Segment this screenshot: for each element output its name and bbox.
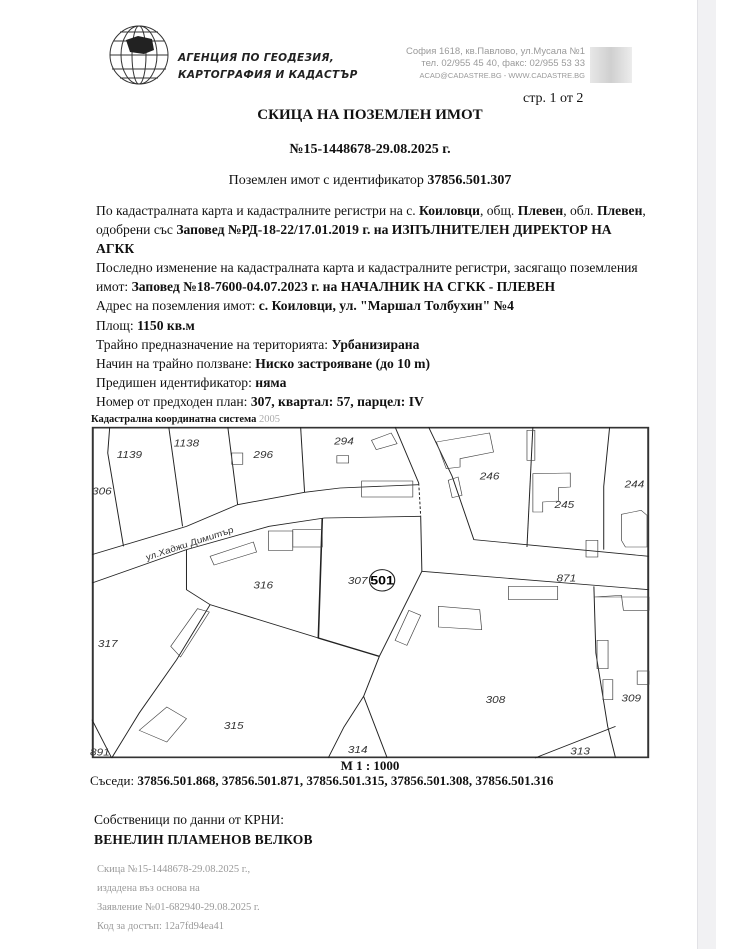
parcel-label: 871: [556, 573, 577, 585]
coordinate-system: Кадастрална координатна система 2005: [91, 414, 280, 425]
footer-sketch-number: Скица №15-1448678-29.08.2025 г.,: [97, 864, 251, 875]
agency-name: [178, 50, 358, 84]
parcel-label: 314: [347, 744, 368, 756]
parcel-label: 306: [91, 486, 112, 498]
cadastral-map-paragraph: По кадастралната карта и кадастралните регистри на с. Коиловци, общ. Плевен, обл. Плевен, одобрени със Заповед №РД-18-22/17.01.2019 г. на ИЗПЪЛНИТЕЛЕН ДИРЕКТОР НА АГКК: [96, 203, 646, 257]
issue-footer: [97, 860, 260, 936]
usage-row: Начин на трайно ползване: Ниско застрояване (до 10 m): [96, 355, 431, 371]
neighbors: Съседи: 37856.501.868, 37856.501.871, 37856.501.315, 37856.501.308, 37856.501.316: [90, 773, 554, 788]
identifier-label: Поземлен имот с идентификатор: [228, 173, 424, 188]
parcel-label: 316: [253, 580, 274, 592]
agency-address: София 1618, кв.Павлово, ул.Мусала №1: [405, 46, 585, 57]
agency-contact: [405, 46, 585, 82]
parcel-label: 244: [624, 479, 645, 491]
parcel-label: 296: [253, 449, 274, 461]
agency-globe-logo: [108, 24, 170, 86]
parcel-label: 891: [90, 747, 110, 759]
identifier-value: 37856.501.307: [427, 173, 512, 188]
footer-access-code: Код за достъп: 12a7fd94ea41: [97, 921, 224, 932]
parcel-label: 245: [554, 499, 575, 511]
parcel-label: 307: [347, 575, 368, 587]
parcel-label: 246: [479, 471, 500, 483]
map-scale: М 1 : 1000: [340, 758, 400, 773]
parcel-label: 317: [97, 638, 118, 650]
previous-id-row: Предишен идентификатор: няма: [96, 374, 287, 390]
footer-application: Заявление №01-682940-29.08.2025 г.: [97, 902, 260, 913]
agency-line-1: АГЕНЦИЯ ПО ГЕОДЕЗИЯ,: [178, 52, 335, 64]
address-row: Адрес на поземления имот: с. Коиловци, ул. "Маршал Толбухин" №4: [96, 298, 514, 314]
purpose-row: Трайно предназначение на територията: Урбанизирана: [96, 336, 420, 352]
parcel-label: 1138: [173, 438, 200, 450]
barcode-image: [590, 47, 632, 83]
street-label: ул.Хаджи Димитър: [144, 525, 236, 563]
property-identifier: [0, 173, 740, 189]
document-number: №15-1448678-29.08.2025 г.: [289, 142, 451, 157]
agency-phone: тел. 02/955 45 40, факс: 02/955 53 33: [421, 58, 585, 69]
agency-web: ACAD@CADASTRE.BG - WWW.CADASTRE.BG: [419, 71, 585, 80]
agency-line-2: КАРТОГРАФИЯ И КАДАСТЪР: [178, 69, 358, 81]
page-number: стр. 1 от 2: [523, 91, 584, 106]
area-row: Площ: 1150 кв.м: [96, 317, 195, 333]
parcel-label: 315: [223, 720, 244, 732]
parcel-label: 308: [485, 694, 506, 706]
property-details: [96, 201, 648, 411]
owner-name: ВЕНЕЛИН ПЛАМЕНОВ ВЕЛКОВ: [94, 832, 313, 847]
previous-plan-row: Номер от предходен план: 307, квартал: 57, парцел: IV: [96, 393, 424, 409]
parcel-label: 294: [334, 436, 354, 448]
owners-label: Собственици по данни от КРНИ:: [94, 812, 284, 827]
parcel-label: 1139: [116, 449, 143, 461]
last-change-paragraph: Последно изменение на кадастралната карта и кадастралните регистри, засягащо поземления имот: Заповед №18-7600-04.07.2023 г. на НАЧАЛНИК НА СГКК - ПЛЕВЕН: [96, 260, 638, 295]
block-number: 501: [370, 573, 394, 588]
parcel-label: 313: [570, 746, 590, 758]
cadastral-map: [92, 427, 649, 758]
parcel-label: 309: [621, 693, 642, 705]
footer-issued-basis: издадена въз основа на: [97, 883, 200, 894]
document-title: СКИЦА НА ПОЗЕМЛЕН ИМОТ: [257, 107, 483, 123]
